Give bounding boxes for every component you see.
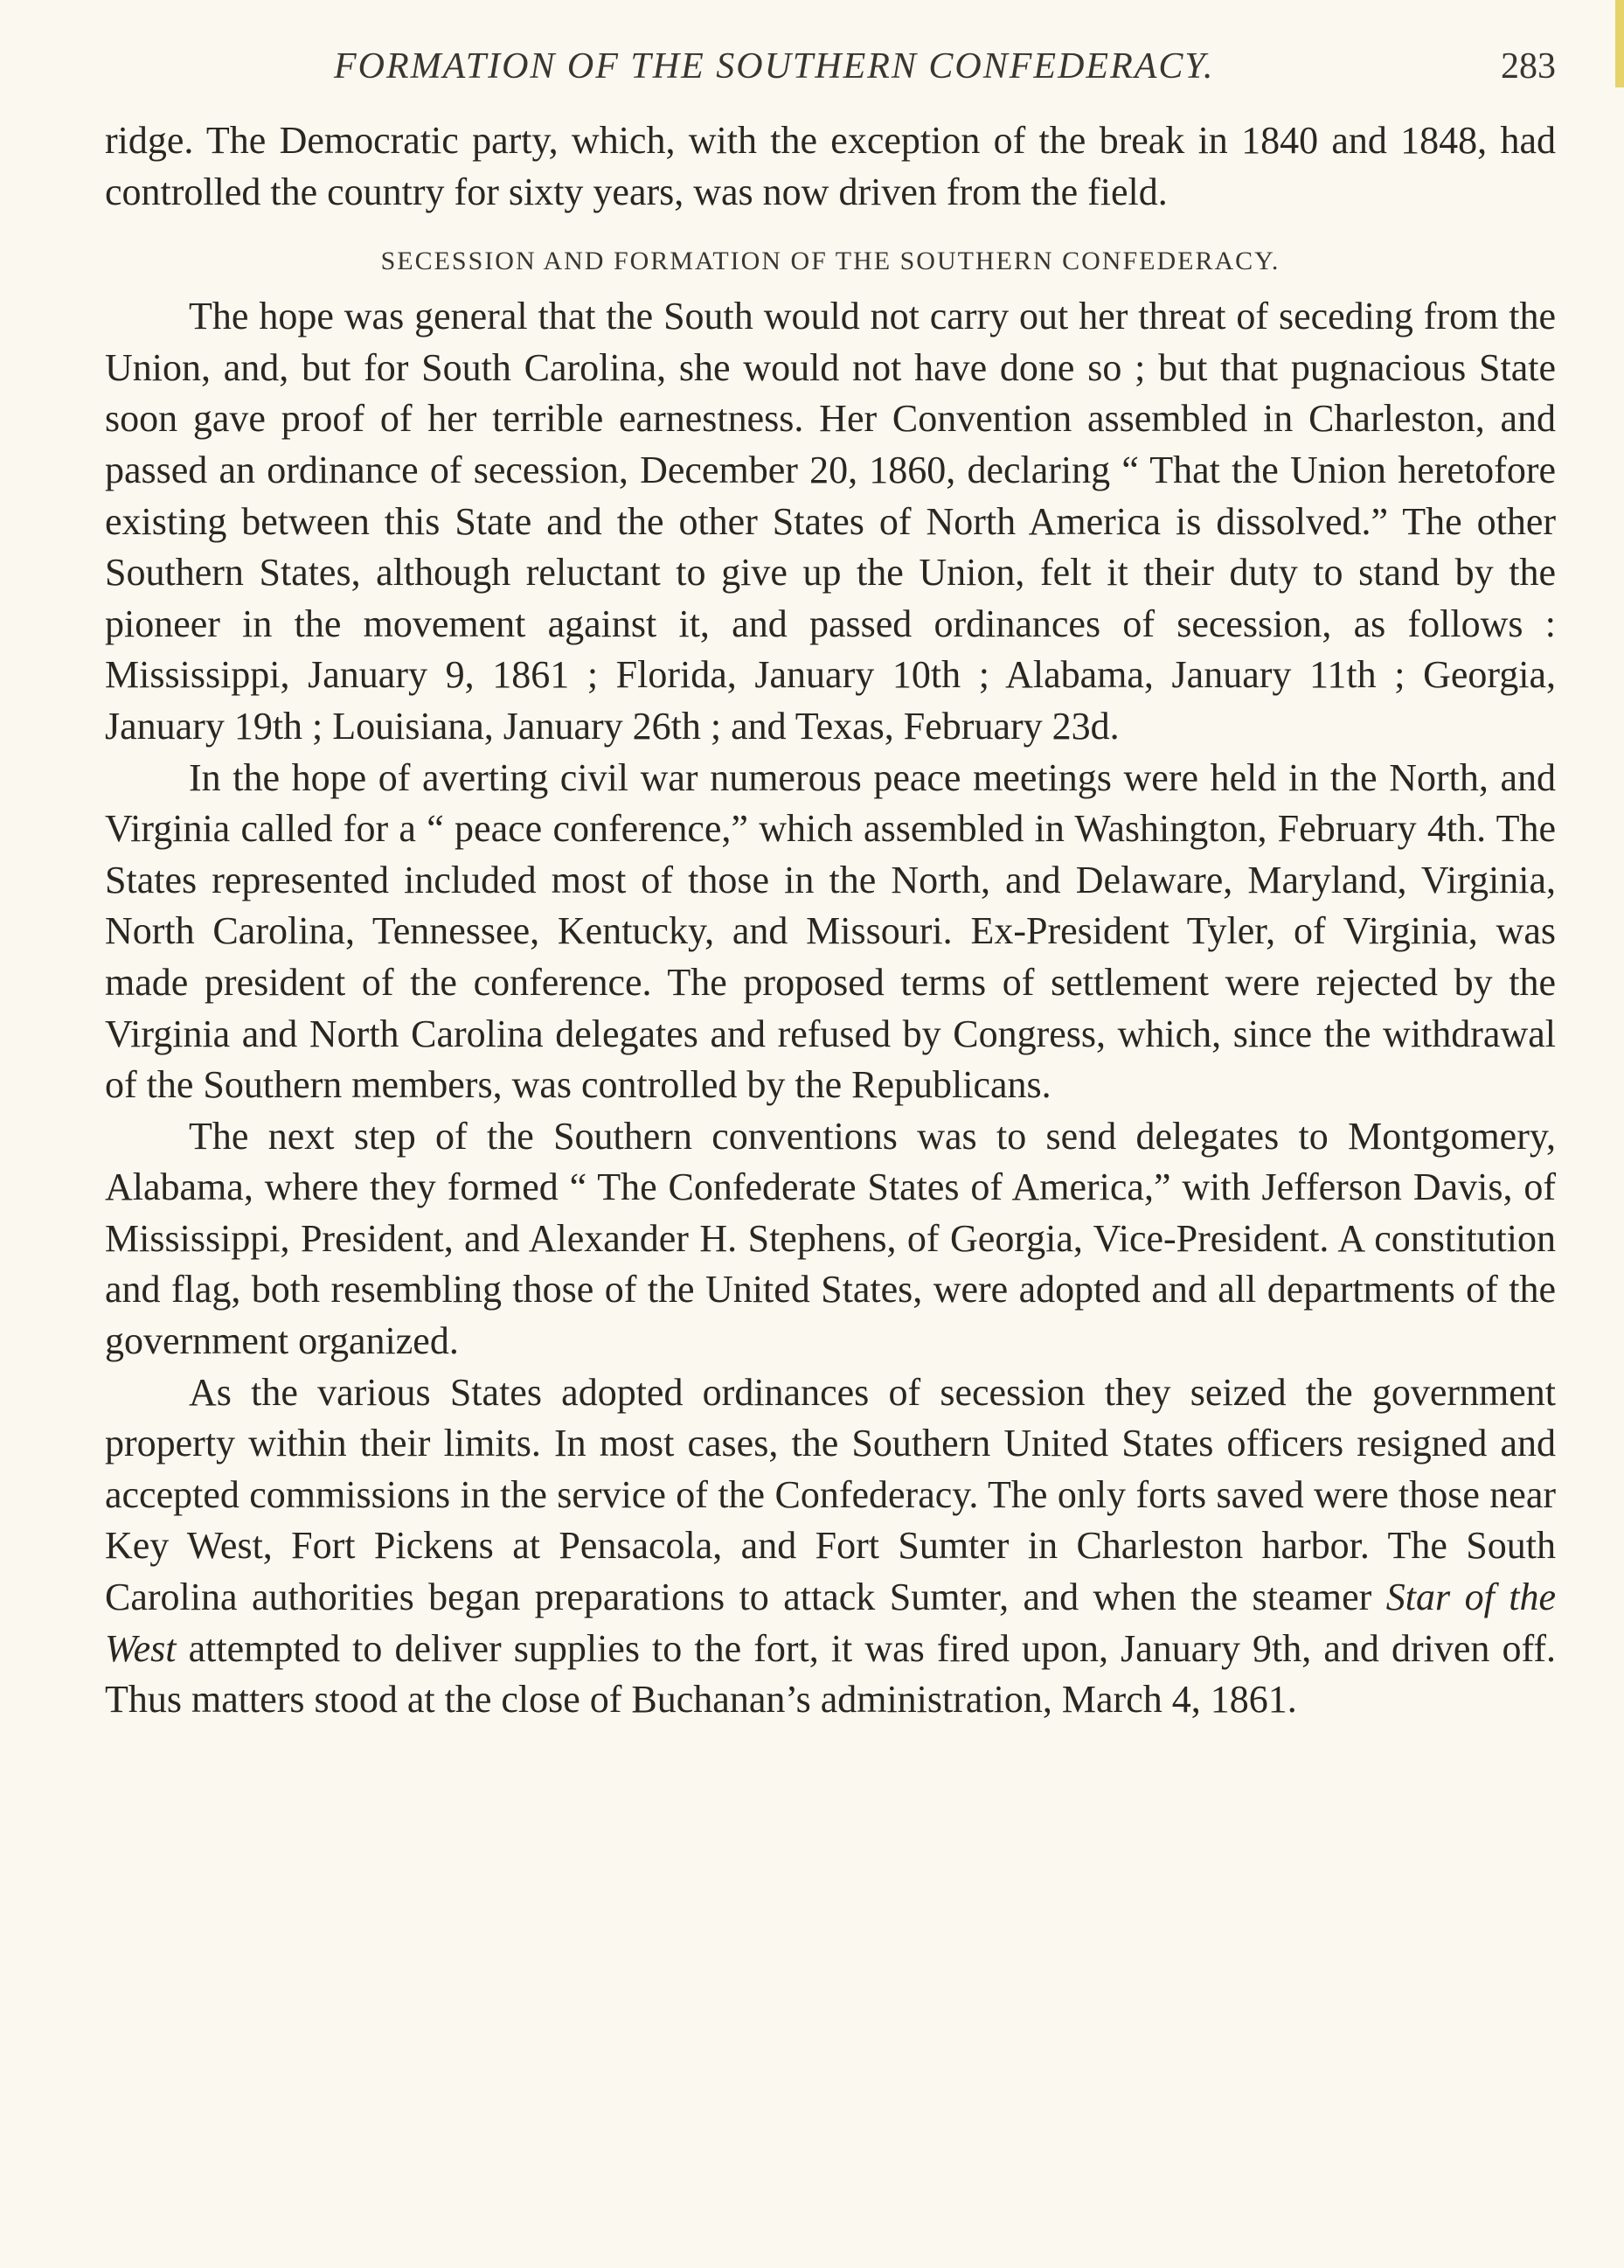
ship-name: Star of the West bbox=[105, 1576, 1557, 1670]
paragraph-seizure-of-property bbox=[105, 1367, 1556, 1726]
running-title: FORMATION OF THE SOUTHERN CONFEDERACY. bbox=[334, 46, 1215, 87]
paragraph-peace-conference: In the hope of averting civil war numerous peace meetings were held in the North, and Virginia called for a “ peace conference,” which assembled in Washington, February 4th. The States represented included most of those in the North, and Delaware, Maryland, Virginia, North Carolina, Tennessee, Kentucky, and Missouri. Ex-President Tyler, of Virginia, was made president of the conference. The proposed terms of settlement were rejected by the Virginia and North Carolina delegates and refused by Congress, which, since the withdrawal of the Southern members, was controlled by the Republicans. bbox=[105, 755, 1556, 1107]
body-text bbox=[105, 115, 1556, 1726]
section-heading: SECESSION AND FORMATION OF THE SOUTHERN CONFEDERACY. bbox=[380, 247, 1280, 276]
page-number: 283 bbox=[1501, 46, 1556, 87]
paragraph-continuation: ridge. The Democratic party, which, with the exception of the break in 1840 and 1848, had controlled the country for sixty years, was now driven from the field. bbox=[105, 119, 1556, 213]
margin-color-mark bbox=[1615, 0, 1624, 87]
running-head bbox=[105, 45, 1556, 98]
paragraph-confederate-states: The next step of the Southern conventions was to send delegates to Montgomery, Alabama, where they formed “ The Confederate States of America,” with Jefferson Davis, of Mississippi, President, and Alexander H. Stephens, of Georgia, Vice-President. A constitution and flag, both resembling those of the United States, were adopted and all departments of the government organized. bbox=[105, 1114, 1556, 1363]
paragraph-secession: The hope was general that the South would not carry out her threat of seceding from the Union, and, but for South Carolina, she would not have done so ; but that pugnacious State soon gave proof of her terrible earnestness. Her Convention assembled in Charleston, and passed an ordinance of secession, December 20, 1860, declaring “ That the Union heretofore existing between this State and the other States of North America is dissolved.” The other Southern States, although reluctant to give up the Union, felt it their duty to stand by the pioneer in the movement against it, and passed ordinances of secession, as follows : Mississippi, January 9, 1861 ; Florida, January 10th ; Alabama, January 11th ; Georgia, January 19th ; Louisiana, January 26th ; and Texas, February 23d. bbox=[105, 295, 1556, 748]
paragraph-text-end: attempted to deliver supplies to the fort, it was fired upon, January 9th, and driven off. Thus matters stood at the close of Buchanan’s administration, March 4, 1861. bbox=[105, 1626, 1556, 1722]
paragraph-text-start: As the various States adopted ordinances of secession they seized the government property within their limits. In most cases, the Southern United States officers resigned and accepted commissions in the service of the Confederacy. The only forts saved were those near Key West, Fort Pickens at Pensacola, and Fort Sumter in Charleston harbor. The South Carolina authorities began preparations to attack Sumter, and when the steamer bbox=[105, 1370, 1556, 1619]
